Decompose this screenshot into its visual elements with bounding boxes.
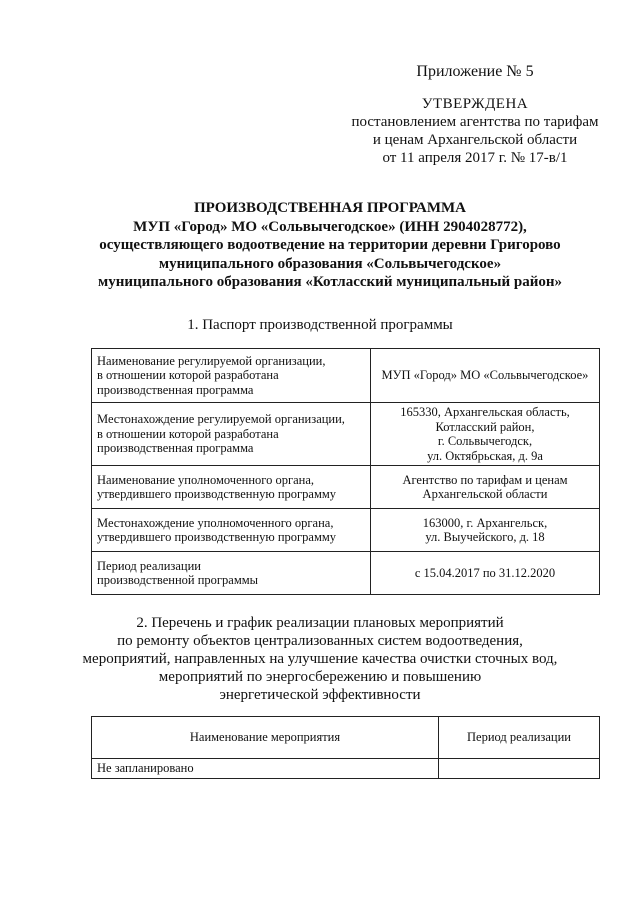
approval-line: постановлением агентства по тарифам — [351, 114, 599, 130]
title-line: ПРОИЗВОДСТВЕННАЯ ПРОГРАММА — [193, 200, 466, 216]
section2-heading-line: мероприятий по энергосбережению и повышению — [158, 669, 482, 685]
section1-heading: 1. Паспорт производственной программы — [187, 317, 453, 333]
table-row — [92, 466, 600, 509]
approval-block — [340, 95, 610, 167]
column-header-period: Период реализации — [439, 717, 600, 759]
approval-line: от 11 апреля 2017 г. № 17-в/1 — [382, 150, 568, 166]
table-row — [92, 403, 600, 466]
appendix-number: Приложение № 5 — [416, 63, 534, 80]
table-row — [92, 509, 600, 552]
section2-heading-line: по ремонту объектов централизованных систем водоотведения, — [117, 633, 523, 649]
passport-value: 163000, г. Архангельск, ул. Выучейского, д. 18 — [371, 509, 600, 552]
section2-heading-line: энергетической эффективности — [219, 687, 421, 703]
approval-line: и ценам Архангельской области — [372, 132, 578, 148]
passport-label: Наименование регулируемой организации, в отношении которой разработана производственная программа — [92, 349, 371, 403]
title-line: МУП «Город» МО «Сольвычегодское» (ИНН 2904028772), — [133, 218, 527, 235]
passport-value: Агентство по тарифам и ценам Архангельской области — [371, 466, 600, 509]
title-line: осуществляющего водоотведение на территории деревни Григорово — [99, 237, 561, 253]
title-line: муниципального образования «Сольвычегодское» — [158, 255, 502, 272]
passport-value: МУП «Город» МО «Сольвычегодское» — [371, 349, 600, 403]
table-cell: Не запланировано — [92, 759, 439, 779]
title-line: муниципального образования «Котласский муниципальный район» — [97, 274, 563, 290]
passport-value: 165330, Архангельская область, Котласский район, г. Сольвычегодск, ул. Октябрьская, д. 9а — [371, 403, 600, 466]
section2-heading-line: мероприятий, направленных на улучшение качества очистки сточных вод, — [82, 651, 558, 667]
section2-heading — [40, 614, 600, 704]
table-cell — [439, 759, 600, 779]
passport-label: Наименование уполномоченного органа, утвердившего производственную программу — [92, 466, 371, 509]
passport-label: Местонахождение регулируемой организации, в отношении которой разработана производственная программа — [92, 403, 371, 466]
document-title — [40, 199, 620, 292]
passport-table — [91, 348, 600, 595]
table-row — [92, 349, 600, 403]
table-row — [92, 759, 600, 779]
table-header-row — [92, 717, 600, 759]
passport-value: с 15.04.2017 по 31.12.2020 — [371, 552, 600, 595]
passport-label: Период реализации производственной программы — [92, 552, 371, 595]
passport-label: Местонахождение уполномоченного органа, утвердившего производственную программу — [92, 509, 371, 552]
plan-table — [91, 716, 600, 779]
approval-heading: УТВЕРЖДЕНА — [421, 96, 529, 112]
table-row — [92, 552, 600, 595]
section2-heading-line: 2. Перечень и график реализации плановых мероприятий — [136, 615, 504, 631]
column-header-name: Наименование мероприятия — [92, 717, 439, 759]
